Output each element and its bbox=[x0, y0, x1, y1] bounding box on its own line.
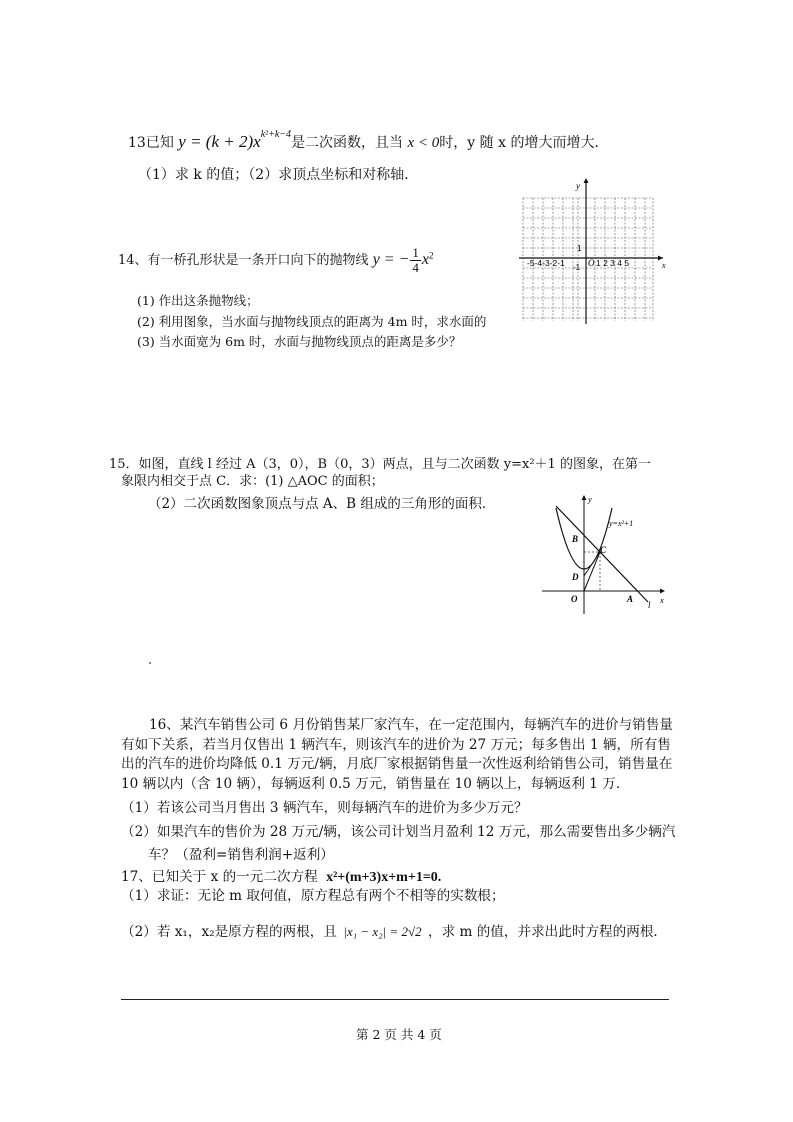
q14-eq-lhs: y = − bbox=[372, 251, 410, 268]
q14-item-1: (1) 作出这条抛物线； bbox=[137, 293, 259, 308]
q17-item2-math: |x₁ − x₂| = 2√2 bbox=[343, 924, 422, 939]
q13-cond: x < 0 bbox=[407, 135, 440, 151]
q14-item-2: (2) 利用图象，当水面与抛物线顶点的距离为 4m 时，求水面的 bbox=[137, 314, 487, 329]
q17-item-1: （1）求证：无论 m 取何值，原方程总有两个不相等的实数根； bbox=[121, 888, 505, 904]
q15-label-A: A bbox=[627, 594, 634, 604]
q14-line bbox=[118, 246, 434, 275]
q16-item-2b: 车？（盈利=销售利润+返利） bbox=[148, 847, 334, 863]
q14-x-label: x bbox=[662, 261, 666, 270]
q16-item-1: （1）若该公司当月售出 3 辆汽车，则每辆汽车的进价为多少万元？ bbox=[121, 800, 528, 816]
q14-frac-den: 4 bbox=[412, 260, 419, 275]
q15-label-B: B bbox=[572, 534, 579, 544]
q15-y-label: y bbox=[588, 494, 592, 504]
q15-label-D: D bbox=[572, 572, 579, 582]
q15-label-C: C bbox=[600, 545, 607, 555]
q14-origin: O bbox=[588, 258, 595, 268]
q15-line-2: 象限内相交于点 C．求：(1) △AOC 的面积； bbox=[121, 474, 384, 489]
q13-eq-lhs: y = (k + 2)x bbox=[178, 132, 261, 151]
footer-rule bbox=[121, 999, 669, 1000]
q14-item-3: (3) 当水面宽为 6m 时，水面与抛物线顶点的距离是多少？ bbox=[137, 334, 462, 349]
q17-item2-post: ，求 m 的值，并求出此时方程的两根． bbox=[427, 924, 668, 940]
q17-item2-pre: （2）若 x₁，x₂是原方程的两根，且 bbox=[121, 924, 337, 940]
stray-dot bbox=[149, 662, 151, 664]
q17-line bbox=[121, 865, 441, 886]
q14-x-ticks-neg: -5-4-3-2-1 bbox=[527, 258, 565, 268]
q13-intro: 已知 bbox=[145, 135, 174, 151]
q15-x-arrow bbox=[660, 589, 665, 594]
q15-curve-label: y=x²+1 bbox=[609, 519, 634, 528]
q14-x-arrow bbox=[658, 256, 663, 261]
q15-label-O: O bbox=[571, 594, 578, 604]
q14-frac-num: 1 bbox=[412, 245, 419, 260]
q13-eq-exponent: k²+k−4 bbox=[260, 129, 292, 141]
q14-eq-exp: 2 bbox=[429, 250, 434, 261]
q15-line-1: 15．如图，直线 l 经过 A（3，0），B（0，3）两点，且与二次函数 y=x²＋1 的图象，在第一 bbox=[109, 457, 651, 472]
q13-number: 13 bbox=[128, 135, 146, 151]
q15-figure bbox=[536, 490, 676, 618]
q14-y-label: y bbox=[576, 181, 580, 191]
q14-fraction bbox=[410, 246, 421, 275]
page-number: 第 2 页 共 4 页 bbox=[356, 1027, 442, 1042]
q15-x-label: x bbox=[660, 595, 664, 605]
q13-line bbox=[128, 129, 609, 152]
q14-y-tick-pos: 1 bbox=[577, 244, 582, 253]
q13-mid: 是二次函数，且当 bbox=[291, 135, 404, 151]
q13-tail: 时，y 随 x 的增大而增大． bbox=[439, 135, 609, 151]
q13-parts: （1）求 k 的值；（2）求顶点坐标和对称轴． bbox=[138, 167, 419, 183]
q14-y-arrow bbox=[584, 178, 589, 183]
q16-paragraph: 16、某汽车销售公司 6 月份销售某厂家汽车，在一定范围内，每辆汽车的进价与销售量有如下关系，若当月仅售出 1 辆汽车，则该汽车的进价为 27 万元；每多售出 1 辆，所有售出的汽车的进价均降低 0.1 万元/辆，月底厂家根据销售量一次性返利给销售公司，销售量在 10 辆以内（含 10 辆），每辆返利 0.5 万元，销售量在 10 辆以上，每辆返利 1 万． bbox=[121, 717, 673, 792]
q17-intro: 17、已知关于 x 的一元二次方程 bbox=[121, 869, 318, 885]
q15-line-3: （2）二次函数图象顶点与点 A、B 组成的三角形的面积． bbox=[148, 496, 496, 512]
q14-intro: 14、有一桥孔形状是一条开口向下的抛物线 bbox=[118, 253, 369, 268]
q17-equation: x²+(m+3)x+m+1=0. bbox=[326, 870, 442, 885]
q15-label-l: l bbox=[648, 600, 651, 610]
q15-y-arrow bbox=[582, 495, 587, 500]
q14-x-ticks-pos: 1 2 3 4 5 bbox=[596, 258, 630, 268]
q14-eq-rhs: x bbox=[421, 251, 429, 268]
q17-item-2 bbox=[121, 920, 667, 940]
q14-y-tick-neg: -1 bbox=[573, 263, 581, 272]
q14-grid-figure bbox=[519, 176, 669, 324]
q16-item-2a: （2）如果汽车的售价为 28 万元/辆，该公司计划当月盈利 12 万元，那么需要售出多少辆汽 bbox=[121, 824, 676, 840]
